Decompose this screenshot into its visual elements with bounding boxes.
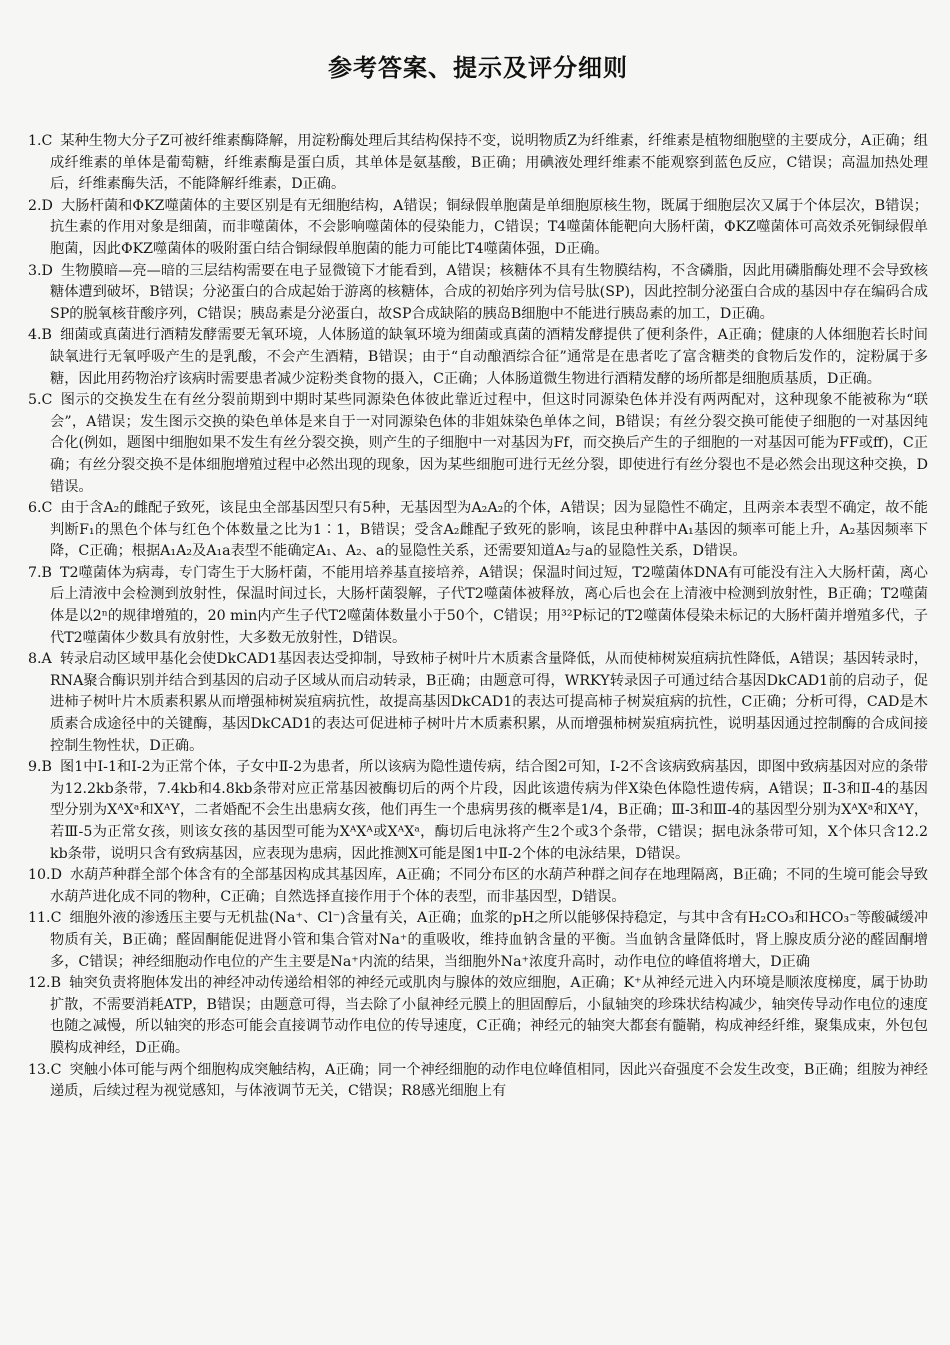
answer-item-10 — [28, 865, 928, 908]
answer-item-9 — [28, 757, 928, 865]
answer-item-1 — [28, 131, 928, 196]
answer-number: 4. — [28, 327, 42, 344]
answer-item-2 — [28, 196, 928, 261]
answer-choice: A — [41, 651, 52, 668]
answer-explanation: 轴突负责将胞体发出的神经冲动传递给相邻的神经元或肌肉与腺体的效应细胞，A正确；K⁺从神经元进入内环境是顺浓度梯度，属于协助扩散，不需要消耗ATP，B错误；由题意可得，当去除了小鼠神经元膜上的胆固醇后，小鼠轴突的珍珠状结构减少，轴突传导动作电位的速度也随之减慢，所以轴突的形态可能会直接调节动作电位的传导速度，C正确；神经元的轴突大都套有髓鞘，构成神经纤维，聚集成束，外包包膜构成神经，D正确。 — [50, 975, 928, 1056]
answer-explanation: 图示的交换发生在有丝分裂前期到中期时某些同源染色体彼此靠近过程中，但这时同源染色体并没有两两配对，这种现象不能被称为“联会”，A错误；发生图示交换的染色单体是来自于一对同源染色体的非姐妹染色单体之间，B错误；有丝分裂交换可能使子细胞的一对基因纯合化(例如，题图中细胞如果不发生有丝分裂交换，则产生的子细胞中一对基因为Ff，而交换后产生的子细胞的一对基因可能为FF或ff)，C正确；有丝分裂交换不是体细胞增殖过程中必然出现的现象，因为某些细胞可进行无丝分裂，即使进行有丝分裂也不是必然会出现这种交换，D错误。 — [50, 392, 928, 495]
answer-number: 10. — [28, 867, 51, 884]
answer-item-6 — [28, 498, 928, 563]
answer-choice: D — [41, 262, 53, 279]
answer-explanation: 水葫芦种群全部个体含有的全部基因构成其基因库，A正确；不同分布区的水葫芦种群之间存在地理隔离，B正确；不同的生境可能会导致水葫芦进化成不同的物种，C正确；自然选择直接作用于个体的表型，而非基因型，D错误。 — [50, 867, 928, 905]
answer-number: 9. — [28, 759, 42, 776]
answer-explanation: 某种生物大分子Z可被纤维素酶降解，用淀粉酶处理后其结构保持不变，说明物质Z为纤维素，纤维素是植物细胞壁的主要成分，A正确；组成纤维素的单体是葡萄糖，纤维素酶是蛋白质，其单体是氨基酸，B正确；用碘液处理纤维素不能观察到蓝色反应，C错误；高温加热处理后，纤维素酶失活，不能降解纤维素，D正确。 — [50, 133, 928, 193]
answer-item-11 — [28, 908, 928, 973]
answer-choice: C — [41, 133, 53, 149]
answer-number: 2. — [28, 197, 42, 214]
answer-number: 11. — [28, 910, 51, 927]
answer-choice: D — [41, 197, 53, 214]
answer-choice: C — [50, 1061, 62, 1078]
answer-number: 1. — [28, 133, 42, 149]
answer-item-5 — [28, 390, 928, 498]
answer-explanation: 大肠杆菌和ΦKZ噬菌体的主要区别是有无细胞结构，A错误；铜绿假单胞菌是单细胞原核生物，既属于细胞层次又属于个体层次，B错误；抗生素的作用对象是细菌，而非噬菌体，不会影响噬菌体的侵染能力，C错误；T4噬菌体能靶向大肠杆菌，ΦKZ噬菌体可高效杀死铜绿假单胞菌，因此ΦKZ噬菌体的吸附蛋白结合铜绿假单胞菌的能力可能比T4噬菌体强，D正确。 — [50, 197, 928, 257]
answer-item-4 — [28, 325, 928, 390]
answer-choice: D — [50, 867, 62, 884]
answer-choice: B — [41, 327, 52, 344]
answer-choice: B — [41, 759, 52, 776]
answer-number: 6. — [28, 500, 42, 517]
answer-explanation: 细菌或真菌进行酒精发酵需要无氧环境，人体肠道的缺氧环境为细菌或真菌的酒精发酵提供了便利条件，A正确；健康的人体细胞若长时间缺氧进行无氧呼吸产生的是乳酸，不会产生酒精，B错误；由于“自动酿酒综合征”通常是在患者吃了富含糖类的食物后发作的，淀粉属于多糖，因此用药物治疗该病时需要患者减少淀粉类食物的摄入，C正确；人体肠道微生物进行酒精发酵的场所都是细胞质基质，D正确。 — [50, 327, 928, 387]
answer-item-7 — [28, 563, 928, 649]
answer-number: 3. — [28, 262, 42, 279]
answer-item-12 — [28, 973, 928, 1059]
answer-item-3 — [28, 261, 928, 326]
answer-choice: C — [41, 392, 53, 409]
answer-number: 8. — [28, 651, 42, 668]
answer-item-13 — [28, 1060, 928, 1103]
answer-number: 5. — [28, 392, 42, 409]
answer-choice: C — [41, 500, 53, 517]
page-title: 参考答案、提示及评分细则 — [328, 54, 628, 82]
answer-explanation: 转录启动区域甲基化会使DkCAD1基因表达受抑制，导致柿子树叶片木质素含量降低，从而使柿树炭疽病抗性降低，A错误；基因转录时，RNA聚合酶识别并结合到基因的启动子区域从而启动转录，B正确；由题意可得，WRKY转录因子可通过结合基因DkCAD1前的启动子，促进柿子树叶片木质素积累从而增强柿树炭疽病抗性，故提高基因DkCAD1的表达可提高柿子树炭疽病的抗性，C正确；分析可得，CAD是木质素合成途径中的关键酶，基因DkCAD1的表达可促进柿子树叶片木质素积累，从而增强柿树炭疽病抗性，说明基因通过控制酶的合成间接控制生物性状，D正确。 — [50, 651, 928, 754]
answer-number: 7. — [28, 564, 42, 581]
answer-choice: B — [41, 564, 52, 581]
answer-choice: C — [50, 910, 62, 927]
answer-number: 12. — [28, 975, 51, 992]
answer-explanation: 生物膜暗—亮—暗的三层结构需要在电子显微镜下才能看到，A错误；核糖体不具有生物膜结构，不含磷脂，因此用磷脂酶处理不会导致核糖体遭到破坏，B错误；分泌蛋白的合成起始于游离的核糖体，合成的初始序列为信号肽(SP)，因此控制分泌蛋白合成的基因中存在编码合成SP的脱氧核苷酸序列，C错误；胰岛素是分泌蛋白，故SP合成缺陷的胰岛B细胞中不能进行胰岛素的加工，D正确。 — [50, 262, 928, 322]
answer-explanation: T2噬菌体为病毒，专门寄生于大肠杆菌，不能用培养基直接培养，A错误；保温时间过短，T2噬菌体DNA有可能没有注入大肠杆菌，离心后上清液中会检测到放射性，保温时间过长，大肠杆菌裂解，子代T2噬菌体被释放，离心后也会在上清液中检测到放射性，B正确；T2噬菌体是以2ⁿ的规律增殖的，20 min内产生子代T2噬菌体数量小于50个，C错误；用³²P标记的T2噬菌体侵染未标记的大肠杆菌并增殖多代，子代T2噬菌体少数具有放射性，大多数无放射性，D错误。 — [50, 564, 928, 646]
answer-list — [28, 131, 928, 1103]
answer-explanation: 突触小体可能与两个细胞构成突触结构，A正确；同一个神经细胞的动作电位峰值相同，因此兴奋强度不会发生改变，B正确；组胺为神经递质，后续过程为视觉感知，与体液调节无关，C错误；R8感光细胞上有 — [50, 1061, 928, 1100]
answer-choice: B — [50, 975, 62, 992]
answer-number: 13. — [28, 1061, 51, 1078]
answer-explanation: 图1中Ⅰ-1和Ⅰ-2为正常个体，子女中Ⅱ-2为患者，所以该病为隐性遗传病，结合图2可知，Ⅰ-2不含该病致病基因，即图中致病基因对应的条带为12.2kb条带，7.4kb和4.8kb条带对应正常基因被酶切后的两个片段，因此该遗传病为伴X染色体隐性遗传病，A错误；Ⅱ-3和Ⅱ-4的基因型分别为XᴬXᵃ和XᴬY，二者婚配不会生出患病女孩，他们再生一个患病男孩的概率是1/4，B正确；Ⅲ-3和Ⅲ-4的基因型分别为XᴬXᵃ和XᴬY，若Ⅲ-5为正常女孩，则该女孩的基因型可能为XᴬXᴬ或XᴬXᵃ，酶切后电泳将产生2个或3个条带，C错误；据电泳条带可知，X个体只含12.2 kb条带，说明只含有致病基因，应表现为患病，因此推测X可能是图1中Ⅱ-2个体的电泳结果，D错误。 — [50, 759, 929, 862]
answer-explanation: 由于含A₂的雌配子致死，该昆虫全部基因型只有5种，无基因型为A₂A₂的个体，A错误；因为显隐性不确定，且两亲本表型不确定，故不能判断F₁的黑色个体与红色个体数量之比为1∶1，B错误；受含A₂雌配子致死的影响，该昆虫种群中A₁基因的频率可能上升，A₂基因频率下降，C正确；根据A₁A₂及A₁a表型不能确定A₁、A₂、a的显隐性关系，还需要知道A₂与a的显隐性关系，D错误。 — [50, 500, 928, 560]
answer-explanation: 细胞外液的渗透压主要与无机盐(Na⁺、Cl⁻)含量有关，A正确；血浆的pH之所以能够保持稳定，与其中含有H₂CO₃和HCO₃⁻等酸碱缓冲物质有关，B正确；醛固酮能促进肾小管和集合管对Na⁺的重吸收，维持血钠含量的平衡。当血钠含量降低时，肾上腺皮质分泌的醛固酮增多，C错误；神经细胞动作电位的产生主要是Na⁺内流的结果，当细胞外Na⁺浓度升高时，动作电位的峰值将增大，D正确 — [50, 910, 928, 970]
answer-item-8 — [28, 649, 928, 757]
